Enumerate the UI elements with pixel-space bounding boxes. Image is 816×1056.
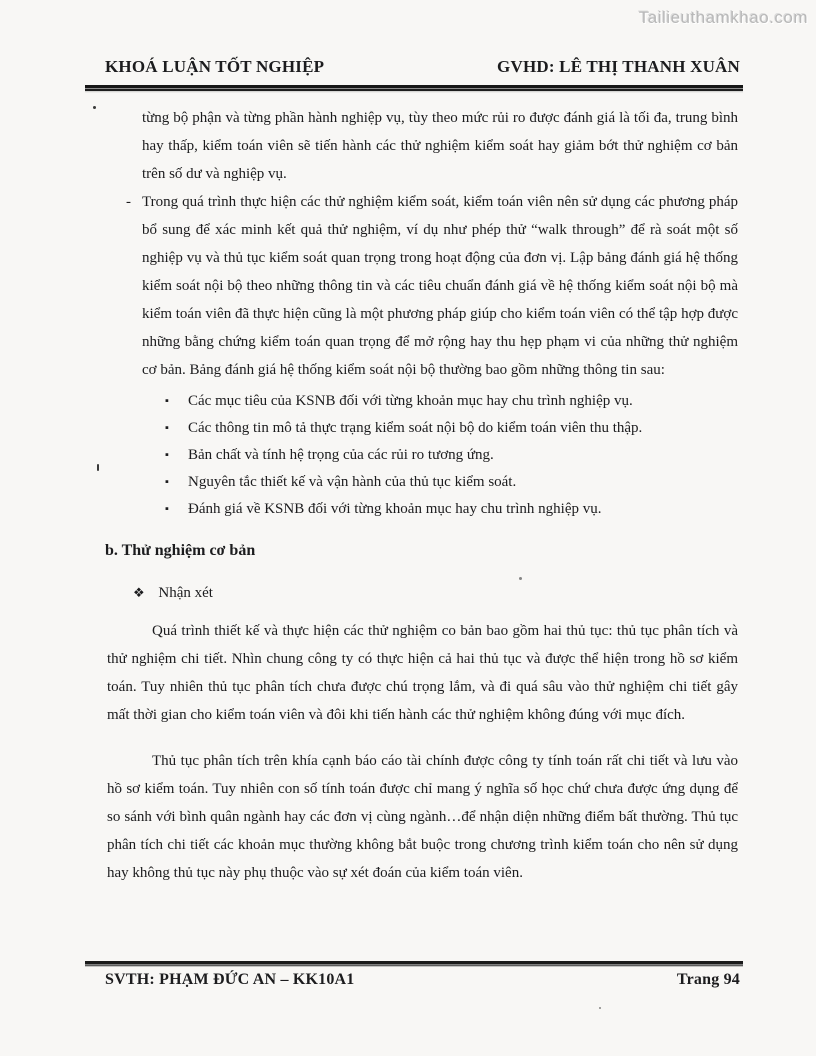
section-heading-b: b. Thử nghiệm cơ bản [105,542,256,559]
list-item-text: Các mục tiêu của KSNB đối với từng khoản mục hay chu trình nghiệp vụ. [188,393,633,409]
scan-speck [519,577,522,580]
square-bullet-icon: ▪ [165,422,169,434]
header-right-title: GVHD: LÊ THỊ THANH XUÂN [497,57,740,76]
list-item [142,496,738,523]
list-item-text: Bản chất và tính hệ trọng của các rủi ro tương ứng. [188,447,494,463]
list-item [142,469,738,496]
subsection-title: Nhận xét [158,585,213,601]
square-bullet-icon: ▪ [165,503,169,515]
header-left-title: KHOÁ LUẬN TỐT NGHIỆP [105,57,325,76]
assessment-paragraph-1: Quá trình thiết kế và thực hiện các thử nghiệm co bản bao gồm hai thủ tục: thủ tục phân tích và thử nghiệm chi tiết. Nhìn chung công ty có thực hiện cả hai thủ tục và được thể hiện trong hồ sơ kiểm toán. Tuy nhiên thủ tục phân tích chưa được chú trọng lắm, và đi quá sâu vào thử nghiệm chi tiết gây mất thời gian cho kiểm toán viên và đôi khi tiến hành các thử nghiệm không đúng với mục đích. [107,623,738,723]
list-item [142,442,738,469]
list-item-text: Đánh giá về KSNB đối với từng khoản mục hay chu trình nghiệp vụ. [188,501,602,517]
dash-bullet-icon: - [126,194,131,210]
scan-speck [97,464,99,471]
scan-speck [93,106,96,109]
diamond-bullet-icon: ❖ [133,585,145,600]
watermark-text: Tailieuthamkhao.com [638,8,808,27]
intro-continuation-paragraph: từng bộ phận và từng phần hành nghiệp vụ, tùy theo mức rủi ro được đánh giá là tối đa, trung bình hay thấp, kiểm toán viên sẽ tiến hành các thử nghiệm kiểm soát hay giảm bớt thử nghiệm cơ bản trên số dư và nghiệp vụ. [142,110,738,182]
footer-divider-rule [85,961,743,967]
footer-author: SVTH: PHẠM ĐỨC AN – KK10A1 [105,971,355,988]
dash-item-text: Trong quá trình thực hiện các thử nghiệm kiểm soát, kiểm toán viên nên sử dụng các phương pháp bổ sung để xác minh kết quả thử nghiệm, ví dụ như phép thử “walk through” để rà soát một số nghiệp vụ và thủ tục kiểm soát quan trọng trong hoạt động của đơn vị. Lập bảng đánh giá hệ thống kiểm soát nội bộ theo những thông tin và các tiêu chuẩn đánh giá về hệ thống kiểm soát nội bộ mà kiểm toán viên đã thực hiện cũng là một phương pháp giúp cho kiểm toán viên có thể tập hợp được những bằng chứng kiểm toán quan trọng để mở rộng hay thu hẹp phạm vi của những thử nghiệm cơ bản. Bảng đánh giá hệ thống kiểm soát nội bộ thường bao gồm những thông tin sau: [142,194,738,378]
page-header [105,57,740,77]
header-divider-rule [85,85,743,93]
subsection-nhan-xet [133,579,738,607]
list-item [142,388,738,415]
square-bullet-icon: ▪ [165,476,169,488]
square-bullet-icon: ▪ [165,449,169,461]
list-item [142,415,738,442]
dash-list-item [126,188,738,384]
page-footer [105,971,740,989]
list-item-text: Các thông tin mô tả thực trạng kiểm soát nội bộ do kiểm toán viên thu thập. [188,420,643,436]
assessment-paragraph-2: Thủ tục phân tích trên khía cạnh báo cáo tài chính được công ty tính toán rất chi tiết và lưu vào hồ sơ kiểm toán. Tuy nhiên con số tính toán được chỉ mang ý nghĩa số học chứ chưa được ứng dụng để so sánh với bình quân ngành hay các đơn vị cùng ngành…để nhận diện những điểm bất thường. Thủ tục phân tích chi tiết các khoản mục thường không bắt buộc trong chương trình kiểm toán cho nên sử dụng hay không thủ tục này phụ thuộc vào sự xét đoán của kiểm toán viên. [107,753,738,881]
document-body [105,104,738,887]
list-item-text: Nguyên tắc thiết kế và vận hành của thủ tục kiểm soát. [188,474,517,490]
bullet-list [142,388,738,523]
scan-speck [599,1007,601,1009]
footer-page-number: Trang 94 [676,971,740,988]
square-bullet-icon: ▪ [165,395,169,407]
